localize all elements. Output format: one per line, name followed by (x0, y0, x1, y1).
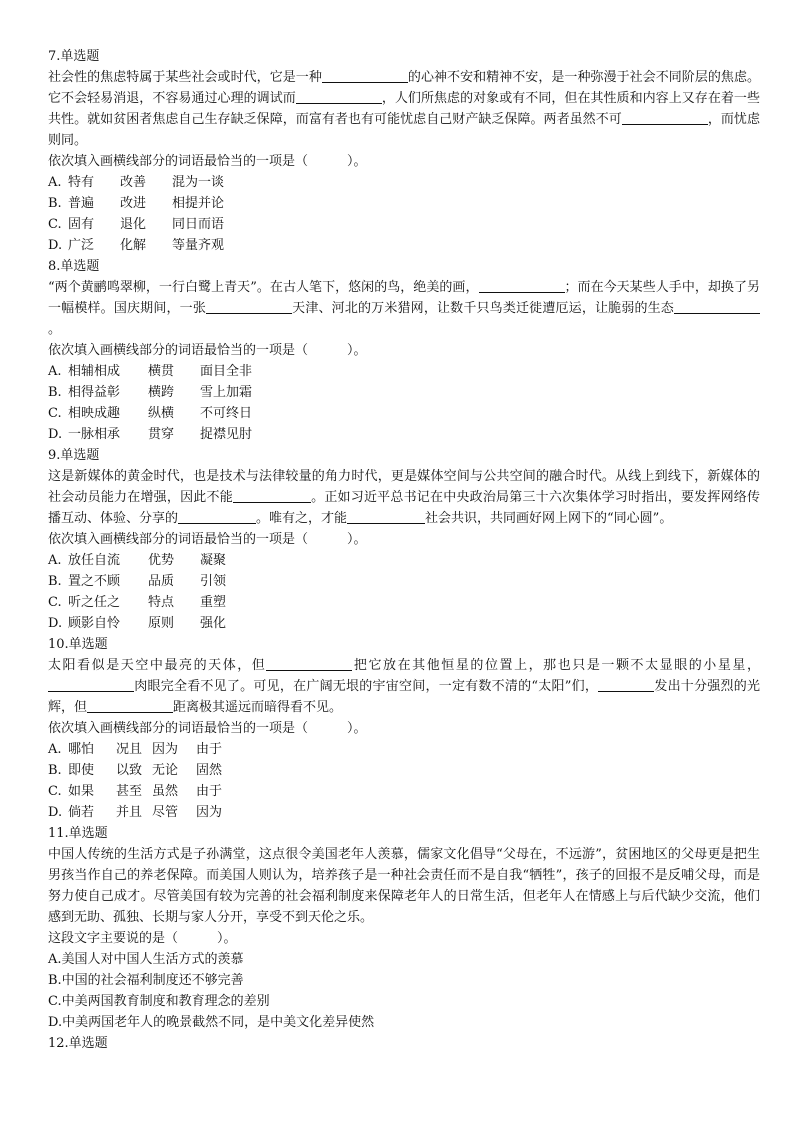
question-10 (48, 634, 760, 823)
stem-text: 。正如习近平总书记在中央政治局第三十六次集体学习时指出，要发挥网络传播互动、体验、分享的 (48, 490, 760, 526)
option-word: 特有 (68, 175, 95, 190)
stem-text: 把它放在其他恒星的位置上，那也只是一颗不太显眼的小星星， (352, 658, 760, 673)
option-word: 化解 (120, 238, 147, 253)
option-word: 倘若 (68, 805, 95, 820)
stem-text: 的心神不安和精神不安，是一种弥漫于社会不同阶层的焦虑。它不会轻易消退，不容易通过心理的调试而 (48, 70, 760, 106)
fill-blank (296, 89, 382, 104)
stem-text: 。唯有之，才能 (256, 511, 348, 526)
question-stem (48, 466, 760, 529)
option-word: 引领 (200, 574, 227, 589)
option-b[interactable]: B.中国的社会福利制度还不够完善 (48, 973, 244, 988)
fill-blank (266, 656, 352, 671)
question-header: 7.单选题 (48, 49, 100, 64)
fill-blank (87, 698, 173, 713)
fill-blank (674, 299, 760, 314)
stem-text: 天津、河北的万米猎网，让数千只鸟类迁徙遭厄运，让脆弱的生态 (292, 301, 674, 316)
option-word: 横跨 (148, 385, 175, 400)
stem-text: 社会共识，共同画好网上网下的“同心圆”。 (425, 511, 673, 526)
option-word: 同日而语 (172, 217, 225, 232)
question-stem (48, 67, 760, 151)
exam-page (48, 46, 760, 1054)
option-letter: B. (48, 196, 62, 211)
option-word: 甚至 (116, 784, 143, 799)
stem-text: 距离极其遥远而暗得看不见。 (173, 700, 343, 715)
option-a[interactable] (48, 361, 760, 382)
option-word: 置之不顾 (68, 574, 121, 589)
fill-blank (322, 68, 408, 83)
question-12 (48, 1033, 760, 1054)
option-word: 改进 (120, 196, 147, 211)
option-letter: D. (48, 427, 63, 442)
option-word: 凝聚 (200, 553, 227, 568)
option-b[interactable] (48, 193, 760, 214)
stem-text: 发出十分强烈的光辉，但 (48, 679, 760, 715)
question-stem (48, 277, 760, 340)
option-word: 改善 (120, 175, 147, 190)
stem-text: 太阳看似是天空中最亮的天体，但 (48, 658, 267, 673)
stem-text: ，人们所焦虑的对象或有不同，但在其性质和内容上又存在着一些共性。就如贫困者焦虑自己生存缺乏保障，而富有者也有可能忧虑自己财产缺乏保障。两者虽然不可 (48, 91, 760, 127)
option-word: 虽然 (152, 784, 179, 799)
option-word: 况且 (116, 742, 143, 757)
option-word: 重塑 (200, 595, 227, 610)
option-a[interactable]: A.美国人对中国人生活方式的羡慕 (48, 952, 244, 967)
option-letter: B. (48, 763, 62, 778)
option-word: 无论 (152, 763, 179, 778)
fill-blank (479, 278, 565, 293)
option-d[interactable] (48, 424, 760, 445)
option-word: 以致 (116, 763, 143, 778)
option-a[interactable] (48, 550, 760, 571)
fill-blank (233, 488, 311, 503)
option-word: 捉襟见肘 (200, 427, 253, 442)
option-a[interactable] (48, 739, 760, 760)
option-letter: A. (48, 742, 62, 757)
question-prompt: 依次填入画横线部分的词语最恰当的一项是（ ）。 (48, 154, 367, 169)
option-word: 固有 (68, 217, 95, 232)
question-header: 12.单选题 (48, 1036, 108, 1051)
question-prompt: 依次填入画横线部分的词语最恰当的一项是（ ）。 (48, 343, 367, 358)
option-letter: A. (48, 553, 62, 568)
option-letter: D. (48, 238, 63, 253)
option-word: 由于 (196, 784, 223, 799)
option-letter: A. (48, 175, 62, 190)
option-word: 相映成趣 (68, 406, 121, 421)
option-word: 混为一谈 (172, 175, 225, 190)
question-prompt: 依次填入画横线部分的词语最恰当的一项是（ ）。 (48, 721, 367, 736)
option-c[interactable] (48, 403, 760, 424)
option-c[interactable] (48, 214, 760, 235)
option-word: 横贯 (148, 364, 175, 379)
option-word: 特点 (148, 595, 175, 610)
option-word: 相提并论 (172, 196, 225, 211)
option-word: 即使 (68, 763, 95, 778)
stem-text: 。 (48, 322, 62, 337)
option-word: 普遍 (68, 196, 95, 211)
question-prompt: 依次填入画横线部分的词语最恰当的一项是（ ）。 (48, 532, 367, 547)
option-word: 面目全非 (200, 364, 253, 379)
option-word: 尽管 (152, 805, 179, 820)
option-word: 由于 (196, 742, 223, 757)
question-7 (48, 46, 760, 256)
option-a[interactable] (48, 172, 760, 193)
question-9 (48, 445, 760, 634)
option-word: 顾影自怜 (68, 616, 121, 631)
option-word: 纵横 (148, 406, 175, 421)
fill-blank (178, 509, 256, 524)
option-word: 固然 (196, 763, 223, 778)
question-8 (48, 256, 760, 445)
option-word: 因为 (152, 742, 179, 757)
option-d[interactable]: D.中美两国老年人的晚景截然不同，是中美文化差异使然 (48, 1015, 375, 1030)
question-prompt: 这段文字主要说的是（ ）。 (48, 931, 237, 946)
option-c[interactable] (48, 592, 760, 613)
option-b[interactable] (48, 571, 760, 592)
option-word: 如果 (68, 784, 95, 799)
option-word: 雪上加霜 (200, 385, 253, 400)
fill-blank (206, 299, 292, 314)
option-word: 原则 (148, 616, 175, 631)
question-11 (48, 823, 760, 1033)
stem-text: ；而在今天某些人手中，却换了另一幅模样。国庆期间，一张 (48, 280, 760, 316)
option-word: 放任自流 (68, 553, 121, 568)
option-b[interactable] (48, 382, 760, 403)
option-word: 听之任之 (68, 595, 121, 610)
option-word: 广泛 (68, 238, 95, 253)
fill-blank (622, 110, 708, 125)
option-word: 并且 (116, 805, 143, 820)
option-c[interactable] (48, 781, 760, 802)
option-word: 品质 (148, 574, 175, 589)
option-word: 相得益彰 (68, 385, 121, 400)
option-word: 优势 (148, 553, 175, 568)
option-letter: B. (48, 574, 62, 589)
option-d[interactable] (48, 235, 760, 256)
fill-blank (48, 677, 134, 692)
fill-blank (347, 509, 425, 524)
option-word: 哪怕 (68, 742, 95, 757)
option-word: 一脉相承 (68, 427, 121, 442)
stem-text: “两个黄鹂鸣翠柳，一行白鹭上青天”。在古人笔下，悠闲的鸟，绝美的画， (48, 280, 479, 295)
fill-blank (598, 677, 654, 692)
question-header: 8.单选题 (48, 259, 100, 274)
option-letter: C. (48, 217, 62, 232)
stem-text: 肉眼完全看不见了。可见，在广阔无垠的宇宙空间，一定有数不清的“太阳”们， (134, 679, 599, 694)
option-d[interactable] (48, 802, 760, 823)
option-letter: B. (48, 385, 62, 400)
option-word: 等量齐观 (172, 238, 225, 253)
option-b[interactable] (48, 760, 760, 781)
option-letter: C. (48, 406, 62, 421)
option-letter: C. (48, 595, 62, 610)
question-stem (48, 655, 760, 718)
option-word: 不可终日 (200, 406, 253, 421)
option-word: 因为 (196, 805, 223, 820)
stem-text: 这是新媒体的黄金时代，也是技术与法律较量的角力时代，更是媒体空间与公共空间的融合时代。从线上到线下，新媒体的社会动员能力在增强，因此不能 (48, 469, 760, 505)
question-stem: 中国人传统的生活方式是子孙满堂，这点很令美国老年人羡慕，儒家文化倡导“父母在，不远游”，贫困地区的父母更是把生男孩当作自己的养老保障。而美国人则认为，培养孩子是一种社会责任而不是自我“牺牲”，孩子的回报不是反哺父母，而是努力使自己成才。尽管美国有较为完善的社会福利制度来保障老年人的日常生活，但老年人在情感上与后代缺少交流，他们感到无助、孤独、长期与家人分开，享受不到天伦之乐。 (48, 847, 760, 925)
option-letter: A. (48, 364, 62, 379)
option-letter: C. (48, 784, 62, 799)
stem-text: 社会性的焦虑特属于某些社会或时代，它是一种 (48, 70, 322, 85)
option-letter: D. (48, 805, 63, 820)
question-header: 10.单选题 (48, 637, 108, 652)
option-word: 贯穿 (148, 427, 175, 442)
option-letter: D. (48, 616, 63, 631)
question-header: 9.单选题 (48, 448, 100, 463)
option-word: 相辅相成 (68, 364, 121, 379)
question-header: 11.单选题 (48, 826, 108, 841)
stem-text: ，而忧虑则同。 (48, 112, 760, 148)
option-d[interactable] (48, 613, 760, 634)
option-c[interactable]: C.中美两国教育制度和教育理念的差别 (48, 994, 270, 1009)
option-word: 强化 (200, 616, 227, 631)
option-word: 退化 (120, 217, 147, 232)
